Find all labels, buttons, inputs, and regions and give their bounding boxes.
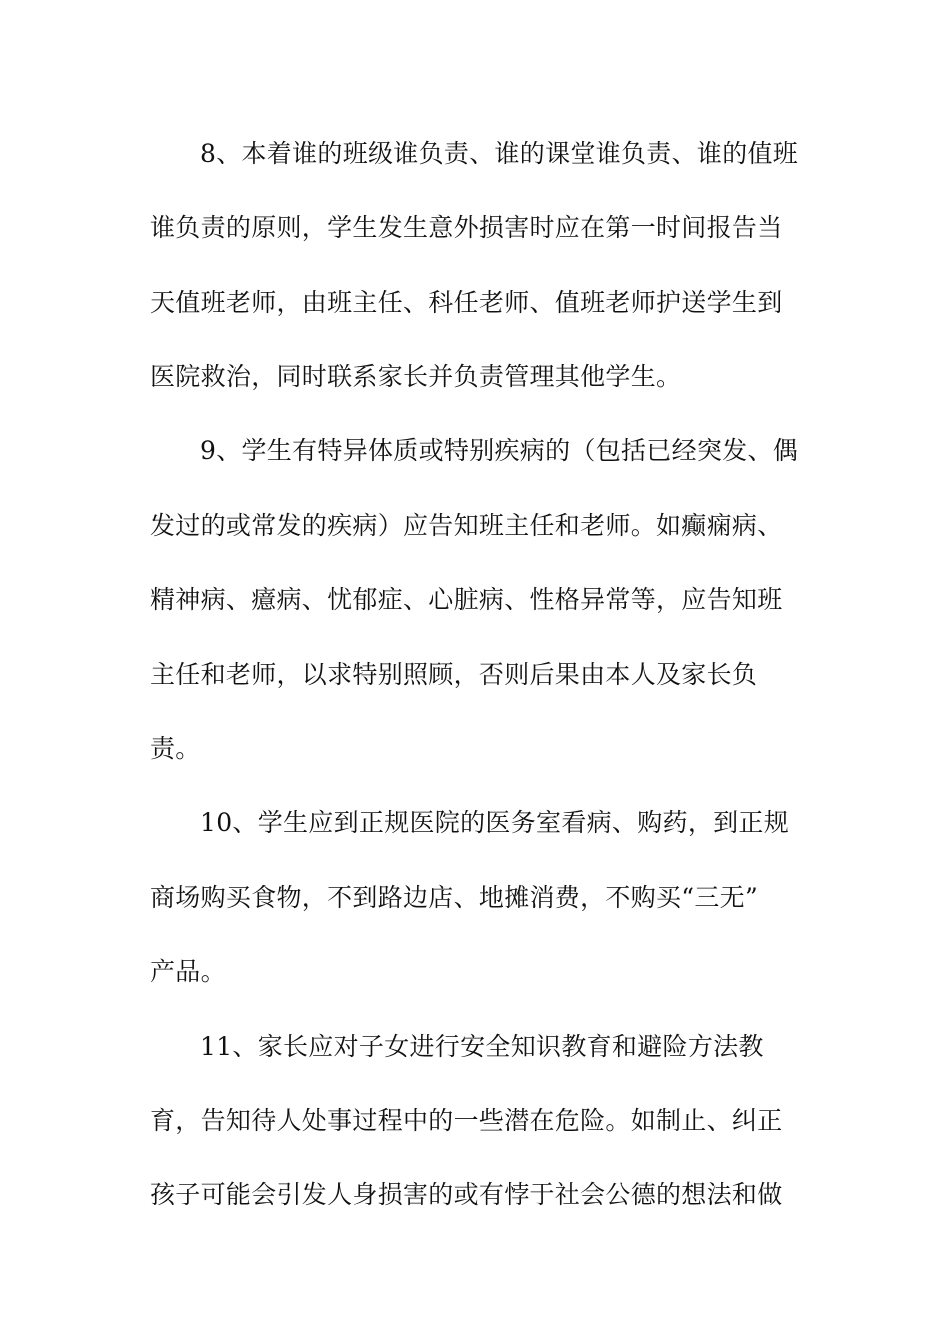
paragraph-9-line-4: 主任和老师，以求特别照顾，否则后果由本人及家长负 <box>150 660 758 689</box>
paragraph-8-line-2: 谁负责的原则，学生发生意外损害时应在第一时间报告当 <box>150 213 783 242</box>
paragraph-9-line-5: 责。 <box>150 734 201 763</box>
paragraph-9-line-2: 发过的或常发的疾病）应告知班主任和老师。如癫痫病、 <box>150 511 783 540</box>
paragraph-11-line-3: 孩子可能会引发人身损害的或有悖于社会公德的想法和做 <box>150 1180 783 1209</box>
paragraph-9-line-1: 9、学生有特异体质或特别疾病的（包括已经突发、偶 <box>200 436 799 465</box>
paragraph-8-line-3: 天值班老师，由班主任、科任老师、值班老师护送学生到 <box>150 288 783 317</box>
paragraph-10-line-2: 商场购买食物，不到路边店、地摊消费，不购买“三无” <box>150 883 759 912</box>
paragraph-10-line-3: 产品。 <box>150 957 226 986</box>
paragraph-11-line-2: 育，告知待人处事过程中的一些潜在危险。如制止、纠正 <box>150 1106 783 1135</box>
paragraph-8-line-4: 医院救治，同时联系家长并负责管理其他学生。 <box>150 362 682 391</box>
paragraph-8-line-1: 8、本着谁的班级谁负责、谁的课堂谁负责、谁的值班 <box>200 139 799 168</box>
paragraph-11-line-1: 11、家长应对子女进行安全知识教育和避险方法教 <box>200 1032 764 1061</box>
paragraph-9-line-3: 精神病、癔病、忧郁症、心脏病、性格异常等，应告知班 <box>150 585 783 614</box>
paragraph-10-line-1: 10、学生应到正规医院的医务室看病、购药，到正规 <box>200 808 790 837</box>
